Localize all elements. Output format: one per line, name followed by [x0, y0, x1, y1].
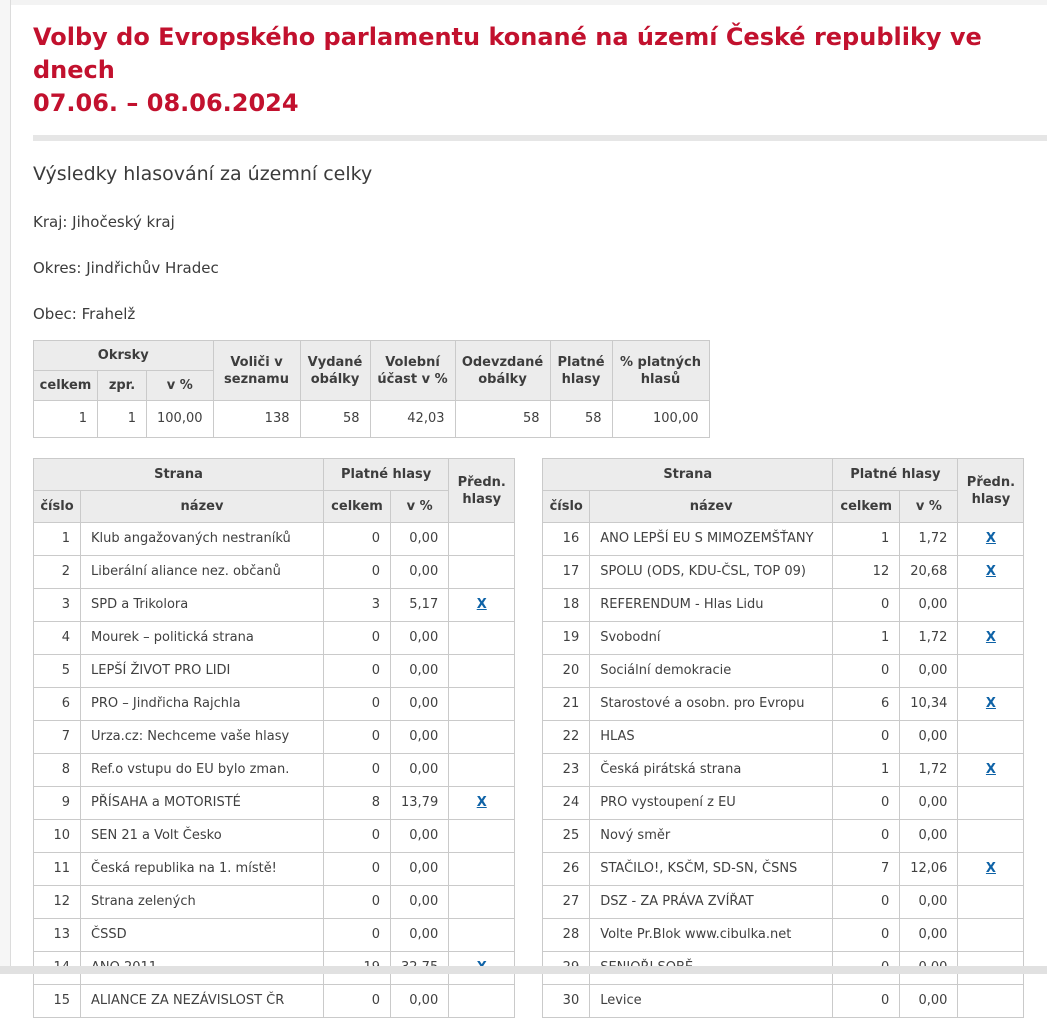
party-number: 8	[34, 754, 81, 787]
party-header-celkem: celkem	[833, 491, 900, 523]
party-name: DSZ - ZA PRÁVA ZVÍŘAT	[590, 886, 833, 919]
party-row	[543, 754, 1024, 787]
preferential-votes-cell	[449, 523, 515, 556]
party-votes-total: 0	[833, 655, 900, 688]
party-number: 5	[34, 655, 81, 688]
preferential-votes-cell	[449, 754, 515, 787]
party-row	[34, 556, 515, 589]
region-okres: Okres: Jindřichův Hradec	[33, 259, 219, 277]
preferential-votes-cell	[449, 886, 515, 919]
party-name: Svobodní	[590, 622, 833, 655]
party-votes-percent: 0,00	[391, 985, 449, 1018]
preferential-votes-link[interactable]: X	[985, 531, 996, 546]
party-number: 24	[543, 787, 590, 820]
platne-hlasy-value: 58	[550, 401, 612, 438]
region-kraj: Kraj: Jihočeský kraj	[33, 213, 175, 231]
party-row	[543, 985, 1024, 1018]
preferential-votes-cell	[449, 787, 515, 820]
party-name: Strana zelených	[81, 886, 324, 919]
party-votes-total: 1	[833, 754, 900, 787]
party-name: Česká pirátská strana	[590, 754, 833, 787]
section-subtitle: Výsledky hlasování za územní celky	[33, 163, 373, 185]
party-name: PRO vystoupení z EU	[590, 787, 833, 820]
preferential-votes-cell	[958, 919, 1024, 952]
party-name: SPOLU (ODS, KDU-ČSL, TOP 09)	[590, 556, 833, 589]
party-votes-total: 3	[324, 589, 391, 622]
party-votes-percent: 0,00	[391, 523, 449, 556]
party-votes-total: 1	[833, 622, 900, 655]
summary-header-platne-hlasy: Platné hlasy	[550, 341, 612, 401]
party-header-strana: Strana	[34, 459, 324, 491]
party-votes-percent: 0,00	[391, 886, 449, 919]
party-number: 2	[34, 556, 81, 589]
party-name: HLAS	[590, 721, 833, 754]
preferential-votes-cell	[958, 655, 1024, 688]
preferential-votes-cell	[958, 688, 1024, 721]
party-row	[543, 622, 1024, 655]
summary-header-okrsky-celkem: celkem	[34, 371, 98, 401]
party-votes-total: 0	[324, 655, 391, 688]
preferential-votes-link[interactable]: X	[476, 597, 487, 612]
preferential-votes-cell	[958, 787, 1024, 820]
party-name: ČSSD	[81, 919, 324, 952]
party-number: 6	[34, 688, 81, 721]
party-votes-percent: 1,72	[900, 523, 958, 556]
party-row	[34, 754, 515, 787]
party-row	[543, 853, 1024, 886]
party-name: Česká republika na 1. místě!	[81, 853, 324, 886]
region-obec: Obec: Frahelž	[33, 305, 136, 323]
okrsky-celkem-value: 1	[34, 401, 98, 438]
page-title-line2: 07.06. – 08.06.2024	[33, 89, 299, 117]
party-header-v-pct: v %	[900, 491, 958, 523]
party-row	[543, 688, 1024, 721]
preferential-votes-cell	[449, 655, 515, 688]
party-name: Urza.cz: Nechceme vaše hlasy	[81, 721, 324, 754]
party-header-strana: Strana	[543, 459, 833, 491]
party-votes-percent: 0,00	[900, 820, 958, 853]
party-votes-total: 0	[324, 853, 391, 886]
summary-table	[33, 340, 710, 438]
party-votes-total: 0	[324, 556, 391, 589]
preferential-votes-cell	[958, 985, 1024, 1018]
party-number: 11	[34, 853, 81, 886]
preferential-votes-link[interactable]: X	[985, 564, 996, 579]
party-name: SPD a Trikolora	[81, 589, 324, 622]
party-number: 4	[34, 622, 81, 655]
party-name: Mourek – politická strana	[81, 622, 324, 655]
page-title	[33, 21, 1007, 120]
party-votes-total: 0	[833, 886, 900, 919]
party-row	[34, 688, 515, 721]
party-row	[543, 919, 1024, 952]
party-votes-total: 12	[833, 556, 900, 589]
preferential-votes-link[interactable]: X	[985, 630, 996, 645]
party-row	[34, 985, 515, 1018]
party-votes-total: 0	[324, 721, 391, 754]
party-number: 19	[543, 622, 590, 655]
party-votes-total: 0	[324, 820, 391, 853]
party-votes-total: 0	[324, 919, 391, 952]
summary-header-odevzdane-obalky: Odevzdané obálky	[455, 341, 550, 401]
party-name: ALIANCE ZA NEZÁVISLOST ČR	[81, 985, 324, 1018]
party-number: 26	[543, 853, 590, 886]
party-row	[543, 556, 1024, 589]
party-votes-percent: 0,00	[900, 721, 958, 754]
party-votes-total: 0	[833, 721, 900, 754]
party-number: 17	[543, 556, 590, 589]
vydane-obalky-value: 58	[300, 401, 370, 438]
party-header-cislo: číslo	[543, 491, 590, 523]
summary-header-vydane-obalky: Vydané obálky	[300, 341, 370, 401]
party-row	[543, 523, 1024, 556]
party-number: 30	[543, 985, 590, 1018]
party-votes-percent: 0,00	[391, 919, 449, 952]
party-votes-total: 0	[833, 820, 900, 853]
party-name: Klub angažovaných nestraníků	[81, 523, 324, 556]
party-name: Liberální aliance nez. občanů	[81, 556, 324, 589]
party-votes-percent: 10,34	[900, 688, 958, 721]
preferential-votes-cell	[449, 622, 515, 655]
preferential-votes-cell	[449, 688, 515, 721]
preferential-votes-link[interactable]: X	[476, 795, 487, 810]
party-name: STAČILO!, KSČM, SD-SN, ČSNS	[590, 853, 833, 886]
preferential-votes-cell	[958, 523, 1024, 556]
preferential-votes-cell	[449, 820, 515, 853]
party-table-right	[542, 458, 1024, 1018]
party-votes-percent: 0,00	[900, 589, 958, 622]
party-name: Sociální demokracie	[590, 655, 833, 688]
party-header-v-pct: v %	[391, 491, 449, 523]
preferential-votes-cell	[958, 886, 1024, 919]
party-votes-percent: 0,00	[900, 985, 958, 1018]
volebni-ucast-value: 42,03	[370, 401, 455, 438]
party-votes-total: 0	[833, 985, 900, 1018]
party-name: REFERENDUM - Hlas Lidu	[590, 589, 833, 622]
party-row	[34, 622, 515, 655]
party-votes-percent: 0,00	[391, 556, 449, 589]
party-votes-percent: 1,72	[900, 622, 958, 655]
party-votes-total: 0	[324, 523, 391, 556]
party-header-celkem: celkem	[324, 491, 391, 523]
party-header-predn-hlasy: Předn. hlasy	[958, 459, 1024, 523]
summary-header-volici-v-seznamu: Voliči v seznamu	[213, 341, 300, 401]
party-row	[34, 655, 515, 688]
party-votes-percent: 0,00	[391, 820, 449, 853]
party-votes-percent: 1,72	[900, 754, 958, 787]
party-row	[543, 787, 1024, 820]
party-number: 15	[34, 985, 81, 1018]
party-row	[34, 787, 515, 820]
party-name: Starostové a osobn. pro Evropu	[590, 688, 833, 721]
party-table-left	[33, 458, 515, 1018]
summary-row	[34, 401, 710, 438]
party-header-cislo: číslo	[34, 491, 81, 523]
party-row	[543, 721, 1024, 754]
party-votes-percent: 0,00	[900, 787, 958, 820]
party-number: 13	[34, 919, 81, 952]
party-name: LEPŠÍ ŽIVOT PRO LIDI	[81, 655, 324, 688]
party-votes-percent: 0,00	[391, 853, 449, 886]
party-number: 27	[543, 886, 590, 919]
party-votes-total: 0	[833, 589, 900, 622]
party-row	[34, 853, 515, 886]
preferential-votes-cell	[958, 853, 1024, 886]
divider	[33, 135, 1047, 141]
preferential-votes-cell	[958, 754, 1024, 787]
party-name: Volte Pr.Blok www.cibulka.net	[590, 919, 833, 952]
party-row	[543, 820, 1024, 853]
volici-v-seznamu-value: 138	[213, 401, 300, 438]
party-number: 18	[543, 589, 590, 622]
party-number: 16	[543, 523, 590, 556]
party-number: 25	[543, 820, 590, 853]
party-number: 7	[34, 721, 81, 754]
summary-header-pct-platnych-hlasu: % platných hlasů	[612, 341, 709, 401]
party-name: Levice	[590, 985, 833, 1018]
party-votes-total: 7	[833, 853, 900, 886]
party-row	[34, 919, 515, 952]
preferential-votes-cell	[449, 556, 515, 589]
party-votes-total: 0	[324, 985, 391, 1018]
party-row	[543, 589, 1024, 622]
party-votes-total: 0	[833, 787, 900, 820]
preferential-votes-cell	[449, 721, 515, 754]
party-name: ANO LEPŠÍ EU S MIMOZEMŠŤANY	[590, 523, 833, 556]
party-name: SEN 21 a Volt Česko	[81, 820, 324, 853]
okrsky-pct-value: 100,00	[147, 401, 214, 438]
summary-header-okrsky-zpr: zpr.	[98, 371, 147, 401]
summary-header-volebni-ucast: Volební účast v %	[370, 341, 455, 401]
party-row	[543, 886, 1024, 919]
party-number: 20	[543, 655, 590, 688]
pct-platnych-hlasu-value: 100,00	[612, 401, 709, 438]
party-row	[543, 655, 1024, 688]
party-header-predn-hlasy: Předn. hlasy	[449, 459, 515, 523]
party-votes-percent: 0,00	[391, 655, 449, 688]
party-name: PRO – Jindřicha Rajchla	[81, 688, 324, 721]
party-votes-total: 0	[324, 622, 391, 655]
party-number: 9	[34, 787, 81, 820]
party-votes-percent: 0,00	[391, 754, 449, 787]
party-number: 12	[34, 886, 81, 919]
party-header-nazev: název	[590, 491, 833, 523]
party-header-platne-hlasy: Platné hlasy	[833, 459, 958, 491]
party-row	[34, 523, 515, 556]
party-votes-percent: 20,68	[900, 556, 958, 589]
party-votes-percent: 0,00	[900, 655, 958, 688]
party-votes-percent: 13,79	[391, 787, 449, 820]
party-votes-total: 1	[833, 523, 900, 556]
main-content	[33, 5, 1047, 1018]
party-header-nazev: název	[81, 491, 324, 523]
party-number: 28	[543, 919, 590, 952]
preferential-votes-link[interactable]: X	[985, 861, 996, 876]
party-header-platne-hlasy: Platné hlasy	[324, 459, 449, 491]
party-votes-percent: 12,06	[900, 853, 958, 886]
page-title-line1: Volby do Evropského parlamentu konané na území České republiky ve dnech	[33, 23, 982, 84]
party-number: 10	[34, 820, 81, 853]
party-name: PŘÍSAHA a MOTORISTÉ	[81, 787, 324, 820]
preferential-votes-cell	[958, 820, 1024, 853]
party-votes-total: 6	[833, 688, 900, 721]
preferential-votes-cell	[449, 919, 515, 952]
party-votes-percent: 0,00	[391, 721, 449, 754]
preferential-votes-cell	[958, 622, 1024, 655]
summary-header-okrsky: Okrsky	[34, 341, 214, 371]
party-number: 22	[543, 721, 590, 754]
party-number: 21	[543, 688, 590, 721]
party-name: Nový směr	[590, 820, 833, 853]
preferential-votes-cell	[449, 589, 515, 622]
preferential-votes-link[interactable]: X	[985, 696, 996, 711]
party-votes-percent: 0,00	[900, 886, 958, 919]
preferential-votes-cell	[958, 589, 1024, 622]
party-row	[34, 721, 515, 754]
party-votes-total: 8	[324, 787, 391, 820]
party-row	[34, 886, 515, 919]
party-votes-total: 0	[324, 688, 391, 721]
party-tables-row	[33, 458, 1047, 1018]
left-edge-strip	[0, 0, 11, 974]
party-votes-total: 0	[833, 919, 900, 952]
party-number: 3	[34, 589, 81, 622]
preferential-votes-cell	[449, 853, 515, 886]
party-votes-total: 0	[324, 754, 391, 787]
preferential-votes-cell	[958, 556, 1024, 589]
odevzdane-obalky-value: 58	[455, 401, 550, 438]
party-votes-total: 0	[324, 886, 391, 919]
bottom-edge-strip	[0, 966, 1047, 974]
preferential-votes-link[interactable]: X	[985, 762, 996, 777]
summary-header-okrsky-pct: v %	[147, 371, 214, 401]
okrsky-zpr-value: 1	[98, 401, 147, 438]
party-votes-percent: 5,17	[391, 589, 449, 622]
party-row	[34, 820, 515, 853]
preferential-votes-cell	[449, 985, 515, 1018]
party-name: Ref.o vstupu do EU bylo zman.	[81, 754, 324, 787]
party-votes-percent: 0,00	[900, 919, 958, 952]
party-row	[34, 589, 515, 622]
party-number: 23	[543, 754, 590, 787]
party-votes-percent: 0,00	[391, 622, 449, 655]
party-number: 1	[34, 523, 81, 556]
party-votes-percent: 0,00	[391, 688, 449, 721]
preferential-votes-cell	[958, 721, 1024, 754]
